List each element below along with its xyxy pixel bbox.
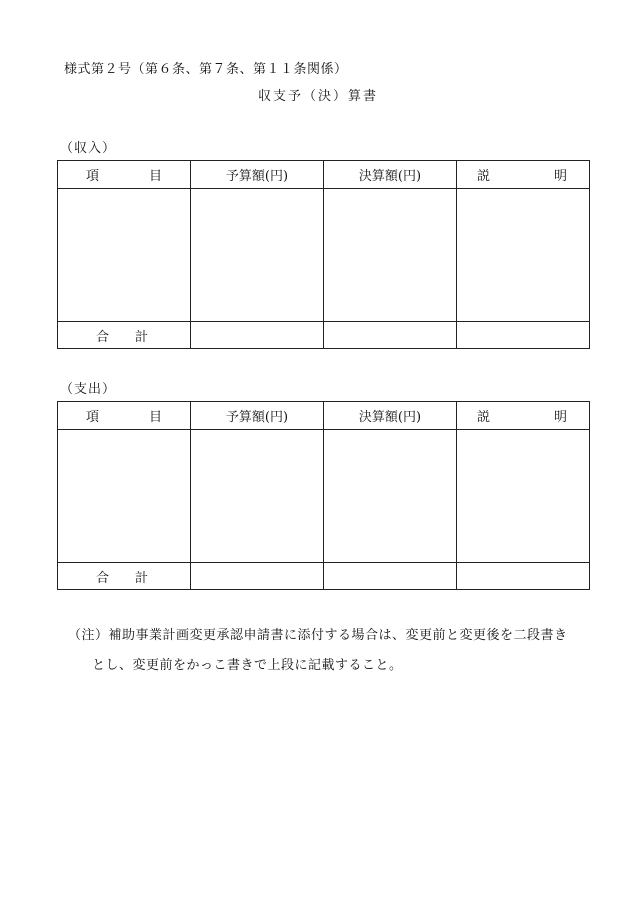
expense-budget-cell[interactable] xyxy=(191,430,324,563)
note xyxy=(68,621,588,681)
income-total-budget-cell[interactable] xyxy=(191,322,324,349)
income-total-row xyxy=(58,322,590,349)
income-col-item-char2: 目 xyxy=(148,169,162,184)
income-col-settlement: 決算額(円) xyxy=(324,161,457,189)
expense-total-char2: 計 xyxy=(135,570,149,586)
form-number: 様式第２号（第６条、第７条、第１１条関係） xyxy=(64,62,348,77)
expense-total-settlement-cell[interactable] xyxy=(324,563,457,590)
expense-total-char1: 合 xyxy=(95,570,109,586)
expense-settlement-cell[interactable] xyxy=(324,430,457,563)
income-settlement-cell[interactable] xyxy=(324,189,457,322)
income-explanation-cell[interactable] xyxy=(457,189,590,322)
income-col-explanation-char2: 明 xyxy=(553,169,567,184)
expense-item-cell[interactable] xyxy=(58,430,191,563)
expense-col-budget: 予算額(円) xyxy=(191,402,324,430)
expense-col-explanation-char1: 説 xyxy=(477,410,491,425)
income-total-char1: 合 xyxy=(95,329,109,345)
expense-explanation-cell[interactable] xyxy=(457,430,590,563)
expense-col-settlement: 決算額(円) xyxy=(324,402,457,430)
income-item-cell[interactable] xyxy=(58,189,191,322)
expense-col-explanation-char2: 明 xyxy=(553,410,567,425)
note-line-1: （注）補助事業計画変更承認申請書に添付する場合は、変更前と変更後を二段書き xyxy=(68,628,568,643)
expense-col-explanation xyxy=(457,402,590,430)
income-col-item-char1: 項 xyxy=(86,169,100,184)
expense-col-item-char1: 項 xyxy=(86,410,100,425)
expense-table xyxy=(57,401,590,590)
expense-header-row xyxy=(58,402,590,430)
income-total-settlement-cell[interactable] xyxy=(324,322,457,349)
income-header-row xyxy=(58,161,590,189)
expense-col-item-char2: 目 xyxy=(148,410,162,425)
expense-total-row xyxy=(58,563,590,590)
expense-total-explanation-cell[interactable] xyxy=(457,563,590,590)
note-line-2: とし、変更前をかっこ書きで上段に記載すること。 xyxy=(92,658,403,673)
income-body-row xyxy=(58,189,590,322)
expense-col-item xyxy=(58,402,191,430)
expense-total-budget-cell[interactable] xyxy=(191,563,324,590)
expense-total-label xyxy=(58,563,191,590)
income-total-explanation-cell[interactable] xyxy=(457,322,590,349)
document-title: 収支予（決）算書 xyxy=(257,89,378,104)
income-section-label: （収入） xyxy=(60,141,117,156)
income-col-budget: 予算額(円) xyxy=(191,161,324,189)
expense-section-label: （支出） xyxy=(60,382,117,397)
income-budget-cell[interactable] xyxy=(191,189,324,322)
income-col-item xyxy=(58,161,191,189)
income-col-explanation-char1: 説 xyxy=(477,169,491,184)
income-table xyxy=(57,160,590,349)
income-total-char2: 計 xyxy=(135,329,149,345)
income-total-label xyxy=(58,322,191,349)
income-col-explanation xyxy=(457,161,590,189)
expense-body-row xyxy=(58,430,590,563)
